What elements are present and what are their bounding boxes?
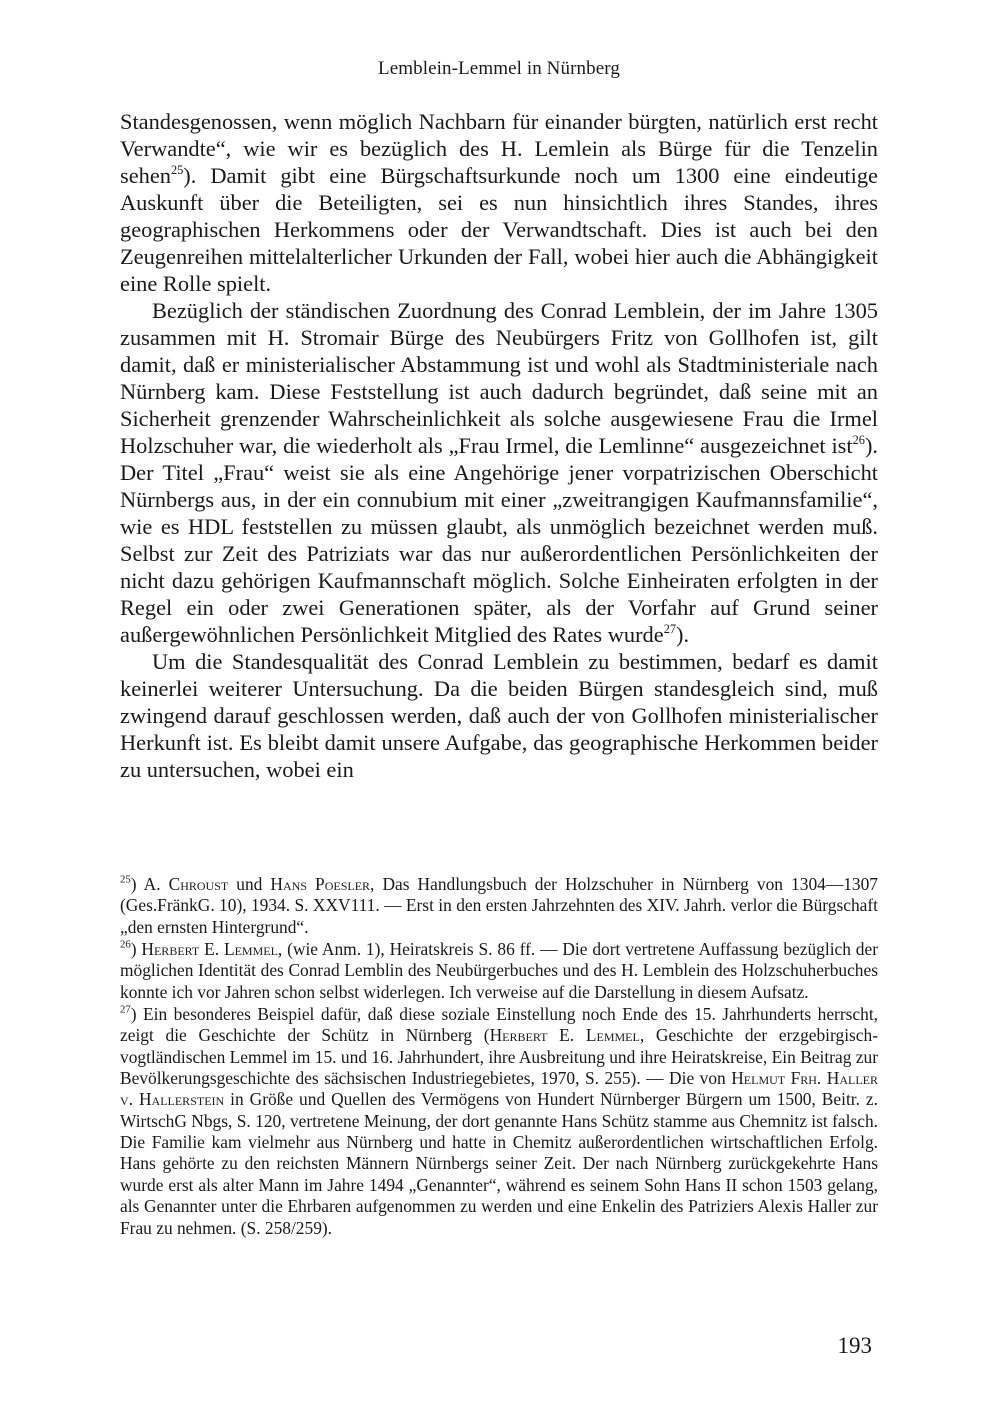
footnote-27-author-1: Herbert E. Lemmel: [489, 1025, 640, 1046]
footnote-25-author-2: Hans Poesler: [270, 874, 371, 894]
footnote-ref-26: 26: [852, 432, 865, 447]
footnote-27-text-2: , Geschichte der erzgebirgisch-vogtländischen Lemmel im 15. und 16. Jahrhundert, ihre Ausbreitung und ihre Heiratskreise, Ein Beitrag zur Bevölkerungsgeschichte des sächsischen Industriegebietes, 1970, S. 255). — Die von: [120, 1025, 878, 1089]
footnote-27-author-2: Helmut Frh. Haller v. Hallerstein: [120, 1068, 878, 1110]
page-number: 193: [837, 1333, 872, 1358]
footnote-25-text-2: und: [228, 874, 271, 894]
footnote-27-text-1: ) Ein besonderes Beispiel dafür, daß diese soziale Einstellung noch Ende des 15. Jahrhunderts herrscht, zeigt die Geschichte der Schütz in Nürnberg (: [120, 1004, 878, 1046]
footnote-27-mark: 27: [120, 1003, 131, 1016]
paragraph-1-text-a: Standesgenossen, wenn möglich Nachbarn für einander bürgten, natürlich erst recht Verwandte“, wie wir es bezüglich des H. Lemlein als Bürge für die Tenzelin sehen: [120, 109, 878, 188]
footnote-25-text-1: ) A.: [130, 874, 169, 894]
footnote-25-author-1: Chroust: [168, 874, 229, 894]
footnote-26-mark: 26: [120, 938, 131, 951]
footnote-27-text-3: in Größe und Quellen des Vermögens von Hundert Nürnberger Bürgern um 1500, Beitr. z. WirtschG Nbgs, S. 120, vertretene Meinung, der dort genannte Hans Schütz stamme aus Chemnitz ist falsch. Die Familie kam vielmehr aus Nürnberg und hatte in Chemitz außerordentlichen wirtschaftlichen Erfolg. Hans gehörte zu den reichsten Männern Nürnbergs seiner Zeit. Der nach Nürnberg zurückgekehrte Hans wurde erst als alter Mann im Jahre 1494 „Genannter“, während es seinem Sohn Hans II schon 1503 gelang, als Genannter unter die Ehrbaren aufgenommen zu werden und eine Enkelin des Patriziers Alexis Haller zur Frau zu nehmen. (S. 258/259).: [120, 1089, 878, 1238]
footnote-ref-25: 25: [170, 162, 184, 177]
footnote-26-text-2: , (wie Anm. 1), Heiratskreis S. 86 ff. — Die dort vertretene Auffassung bezüglich der möglichen Identität des Conrad Lemblin des Neubürgerbuches und des H. Lemblein des Holzschuherbuches konnte ich vor Jahren schon selbst widerlegen. Ich verweise auf die Darstellung in diesem Aufsatz.: [120, 939, 879, 1002]
footnote-27: [120, 1004, 878, 1239]
main-text: [120, 108, 878, 783]
book-page: [120, 0, 878, 1419]
footnotes: [120, 874, 878, 1240]
paragraph-2-text-b: ). Der Titel „Frau“ weist sie als eine Angehörige jener vorpatrizischen Oberschicht Nürnbergs aus, in der ein connubium mit einer „zweitrangigen Kaufmannsfamilie“, wie es HDL feststellen zu müssen glaubt, als unmöglich bezeichnet werden muß. Selbst zur Zeit des Patriziats war das nur außerordentlichen Persönlichkeiten der nicht dazu gehörigen Kaufmannschaft möglich. Solche Einheiraten erfolgten in der Regel ein oder zwei Generationen später, als der Vorfahr auf Grund seiner außergewöhnlichen Persönlichkeit Mitglied des Rates wurde: [120, 433, 878, 647]
paragraph-3: Um die Standesqualität des Conrad Lemblein zu bestimmen, bedarf es damit keinerlei weiterer Untersuchung. Da die beiden Bürgen standesgleich sind, muß zwingend darauf geschlossen werden, daß auch der von Gollhofen ministerialischer Herkunft ist. Es bleibt damit unsere Aufgabe, das geographische Herkommen beider zu untersuchen, wobei ein: [120, 649, 878, 782]
footnote-26: [120, 939, 878, 1003]
running-header: Lemblein-Lemmel in Nürnberg: [378, 58, 620, 79]
paragraph-1-text-b: ). Damit gibt eine Bürgschaftsurkunde noch um 1300 eine eindeutige Auskunft über die Beteiligten, sei es nun hinsichtlich ihres Standes, ihres geographischen Herkommens oder der Verwandtschaft. Dies ist auch bei den Zeugenreihen mittelalterlicher Urkunden der Fall, wobei hier auch die Abhängigkeit eine Rolle spielt.: [120, 163, 878, 296]
paragraph-2-text-c: ).: [676, 622, 690, 647]
footnote-25: [120, 874, 878, 938]
paragraph-2: [120, 297, 878, 648]
footnote-26-author: Herbert E. Lemmel: [141, 939, 278, 960]
footnote-25-text-3: , Das Handlungsbuch der Holzschuher in Nürnberg von 1304—1307 (Ges.FränkG. 10), 1934. S. XXV111. — Erst in den ersten Jahrzehnten des XIV. Jahrh. verlor die Bürgschaft „den ernsten Hintergrund“.: [120, 874, 879, 937]
footnote-25-mark: 25: [120, 873, 131, 886]
paragraph-1: [120, 108, 878, 297]
paragraph-2-text-a: Bezüglich der ständischen Zuordnung des Conrad Lemblein, der im Jahre 1305 zusammen mit H. Stromair Bürge des Neubürgers Fritz von Gollhofen ist, gilt damit, daß er ministerialischer Abstammung ist und wohl als Stadtministeriale nach Nürnberg kam. Diese Feststellung ist auch dadurch begründet, daß seine mit an Sicherheit grenzender Wahrscheinlichkeit als solche ausgewiesene Frau die Irmel Holzschuher war, die wiederholt als „Frau Irmel, die Lemlinne“ ausgezeichnet ist: [120, 298, 878, 458]
footnote-26-text-1: ): [130, 939, 142, 960]
footnote-ref-27: 27: [663, 621, 676, 636]
